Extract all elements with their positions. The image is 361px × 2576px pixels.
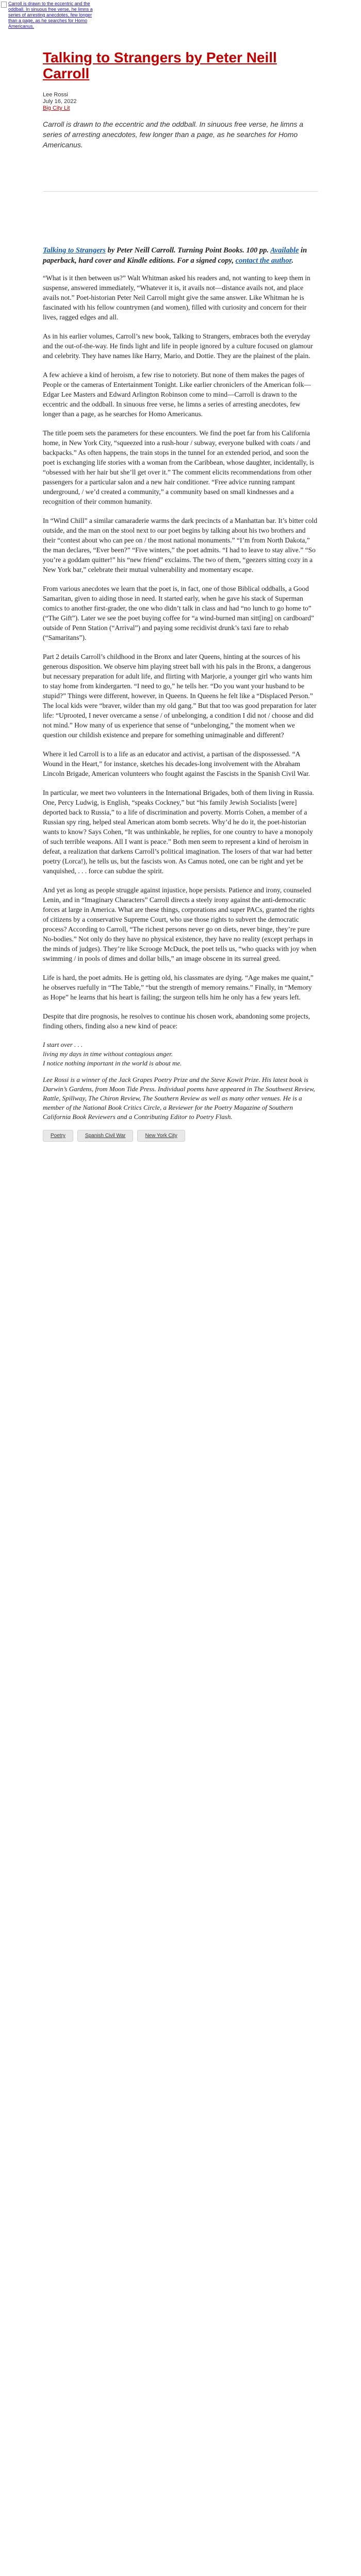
tag-poetry[interactable]: Poetry: [43, 1130, 73, 1142]
image-spacer: [43, 192, 318, 245]
article-date: July 16, 2022: [43, 98, 77, 105]
book-formats: in paperback, hard cover and Kindle editions. For a signed copy,: [43, 246, 307, 265]
body-paragraph: Life is hard, the poet admits. He is getting old, his classmates are dying. “Age makes me quaint,” he observes ruefully in “The Table,” “but the strength of memory remains.” Finally, in “Memory as Hope” he learns that his heart is failing; the surgeon tells him he only has a few years left.: [43, 974, 314, 1001]
poem-line: I start over . . .: [43, 1041, 83, 1048]
article-title[interactable]: Talking to Strangers by Peter Neill Carroll: [43, 49, 277, 81]
preview-image-link[interactable]: [1, 1, 99, 29]
contact-author-link[interactable]: contact the author: [235, 257, 292, 265]
broken-image-icon: [1, 2, 7, 8]
article-container: [36, 49, 325, 2564]
poem-line: I notice nothing important in the world is about me.: [43, 1059, 182, 1067]
quoted-poem: [43, 1040, 318, 1068]
article-body: [43, 273, 318, 1031]
article-lede: Carroll is drawn to the eccentric and the oddball. In sinuous free verse, he limns a series of arresting anecdotes, few longer than a page, as he searches for Homo Americanus.: [43, 120, 304, 149]
article-author: Lee Rossi: [43, 92, 68, 98]
body-paragraph: In particular, we meet two volunteers in the International Brigades, both of them living in Russia. One, Percy Ludwig, is English, “speaks Cockney,” but “his family Jewish Socialists [were] deported back to Russia,” to a life of discrimination and poverty. Morris Cohen, a member of a Russian spy ring, helped steal American atom bomb secrets. Why’d he do it, the poet-historian wants to know? Says Cohen, “It was unthinkable, he replies, for one country to have a monopoly of such terrible weapons. All I want is peace.” Both men seem to represent a kind of heroism in defeat, a realization that darkens Carroll’s political imagination. The losers of that war had better poetry (Lorca!), he tells us, but the fascists won. As Camus noted, one can be right and yet be vanquished, . . . force can subdue the spirit.: [43, 789, 314, 875]
body-paragraph: The title poem sets the parameters for these encounters. We find the poet far from his California home, in New York City, “squeezed into a rush-hour / subway, everyone bulked with coats / and backpacks.” As often happens, the train stops in the tunnel for an extended period, and soon the poet is exchanging life stories with a woman from the Caribbean, whose daughter, incidentally, is “obsessed with her hair but she’ll get over it.” The comment elicits recommendations from other passengers for a particular salon and a new hair conditioner. “Free advice running rampant underground, / we’d created a community,” a community based on small kindnesses and a recognition of their common humanity.: [43, 429, 315, 505]
body-paragraph: In “Wind Chill” a similar camaraderie warms the dark precincts of a Manhattan bar. It’s bitter cold outside, and the man on the stool next to our poet begins by talking about his two brothers and their “contest about who can pee on / the most national monuments.” “I’m from North Dakota,” the man declares, “Ever been?” “Five winters,” the poet admits. “I had to leave to stay alive.” “So you’re a goddam quitter!” his “new friend” exclaims. The two of them, “geezers sitting cozy in a New York bar,” celebrate their mutual vulnerability and momentary escape.: [43, 517, 318, 573]
body-paragraph: From various anecdotes we learn that the poet is, in fact, one of those Biblical oddballs, a Good Samaritan, given to aiding those in need. It started early, when he gave his stack of Superman comics to another first-grader, the one who didn’t talk in class and had “no lunch to go home to” (“The Gift”). Later we see the poet buying coffee for “a wind-burned man sitt[ing] on cardboard” outside of Penn Station (“Arrival”) and paying some recidivist drunk’s taxi fare to rehab (“Samaritans”).: [43, 585, 315, 641]
tag-new-york-city[interactable]: New York City: [137, 1130, 185, 1142]
body-paragraph: A few achieve a kind of heroism, a few rise to notoriety. But none of them makes the pages of People or the cameras of Entertainment Tonight. Like earlier chroniclers of the American folk—Edgar Lee Masters and Edward Arlington Robinson come to mind—Carroll is drawn to the eccentric and the oddball. In sinuous free verse, he limns a series of arresting anecdotes, few longer than a page, as he searches for Homo Americanus.: [43, 371, 311, 418]
reviewer-bio: Lee Rossi is a winner of the Jack Grapes Poetry Prize and the Steve Kowit Prize. His latest book is Darwin’s Gardens, from Moon Tide Press. Individual poems have appeared in The Southwest Review, Rattle, Spillway, The Chiron Review, The Southern Review as well as many other venues. He is a member of the National Book Critics Circle, a Reviewer for the Poetry Magazine of Southern California Book Reviewers and a Contributing Editor to Poetry Flash.: [43, 1076, 315, 1121]
body-paragraph: Despite that dire prognosis, he resolves to continue his chosen work, abandoning some projects, finding others, finding also a new kind of peace:: [43, 1012, 310, 1030]
poem-line: living my days in time without contagious anger.: [43, 1050, 173, 1058]
category-link[interactable]: Big City Lit: [43, 105, 70, 111]
body-paragraph: As in his earlier volumes, Carroll’s new book, Talking to Strangers, embraces both the everyday and the out-of-the-way. He finds light and life in people ignored by a culture focused on glamour and celebrity. They have names like Harry, Mario, and Dottie. They are the plainest of the plain.: [43, 332, 313, 360]
tag-list: [43, 1130, 270, 1142]
intro-end: .: [291, 257, 294, 265]
book-details: by Peter Neill Carroll. Turning Point Books. 100 pp.: [105, 246, 271, 255]
tag-spanish-civil-war[interactable]: Spanish Civil War: [77, 1130, 134, 1142]
book-title-link[interactable]: Talking to Strangers: [43, 246, 106, 255]
body-paragraph: Where it led Carroll is to a life as an educator and activist, a partisan of the dispossessed. “A Wound in the Heart,” for instance, sketches his decades-long involvement with the Abraham Lincoln Brigade, American volunteers who fought against the Fascists in the Spanish Civil War.: [43, 750, 310, 777]
available-link[interactable]: Available: [270, 246, 299, 255]
body-paragraph: Part 2 details Carroll’s childhood in the Bronx and later Queens, hinting at the sources of his generous disposition. We observe him playing street ball with his pals in the Bronx, a dangerous but necessary preparation for adult life, and flirting with Marjorie, a younger girl who wants him to stay home from kindergarten. “I need to go,” he tells her. “Do you want your husband to be stupid?” Things were different, however, in Queens. In Queens he felt like a “Displaced Person.” The local kids were “braver, wilder than my old gang.” But that too was good preparation for later life: “Uprooted, I never overcame a sense / of unbelonging, a condition I did not / choose and did not mind.” How many of us experience that sense of “unbelonging,” the moment when we question our childish existence and prepare for something unimaginable and different?: [43, 653, 317, 739]
article-meta: [43, 92, 318, 112]
preview-alt-text: Carroll is drawn to the eccentric and the oddball. In sinuous free verse, he limns a series of arresting anecdotes, few longer than a page, as he searches for Homo Americanus.: [8, 1, 93, 29]
body-paragraph: “What is it then between us?” Walt Whitman asked his readers and, not wanting to keep them in suspense, answered immediately, “Whatever it is, it avails not—distance avails not, and place avails not.” Poet-historian Peter Neil Carroll might give the same answer. Like Whitman he is fascinated with his fellow countrymen (and women), filled with curiosity and concern for their lives, ragged edges and all.: [43, 274, 310, 321]
body-paragraph: And yet as long as people struggle against injustice, hope persists. Patience and irony, counseled Lenin, and in “Imaginary Characters” Carroll directs a steely irony against the anti-democratic forces at large in America. What are these things, corporations and super PACs, granted the rights of citizens by a conservative Supreme Court, who use those rights to subvert the democratic process? According to Carroll, “The richest persons never go on diets, never binge, they’re pure No-bodies.” Not only do they have no physical existence, they have no reality (except perhaps in the minds of judges). They’re like Scrooge McDuck, the poet tells us, “who quacks with joy when swimming / in pools of dimes and dollar bills,” an image obscene in its surreal greed.: [43, 886, 317, 962]
book-intro: [43, 245, 318, 266]
